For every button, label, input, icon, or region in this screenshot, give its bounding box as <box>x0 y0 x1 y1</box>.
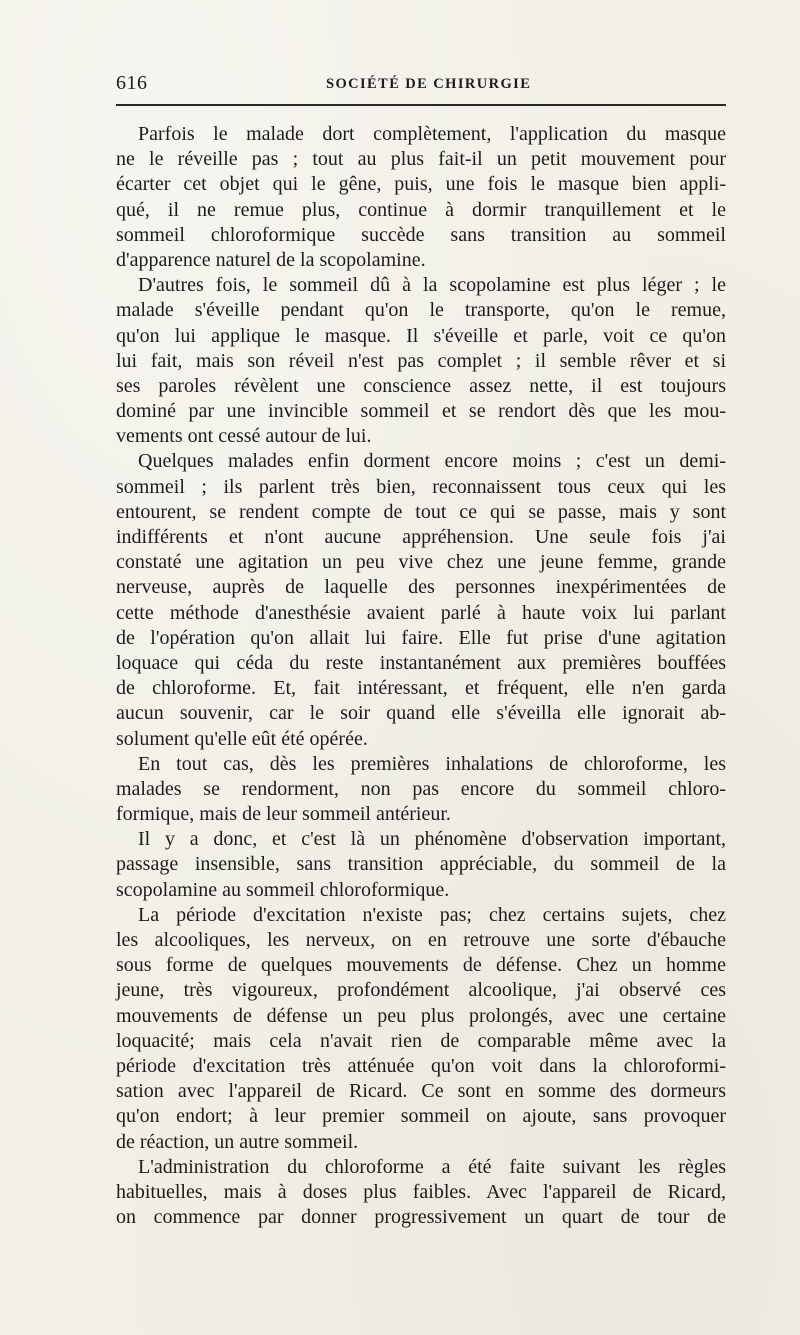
text-line: loquacité; mais cela n'avait rien de comparable même avec la <box>116 1029 726 1052</box>
text-line: on commence par donner progressivement un quart de tour de <box>116 1206 726 1229</box>
text-line: L'administration du chloroforme a été faite suivant les règles <box>138 1155 726 1178</box>
text-line: malade s'éveille pendant qu'on le transporte, qu'on le remue, <box>116 299 726 322</box>
text-line: La période d'excitation n'existe pas; chez certains sujets, chez <box>138 903 726 926</box>
paragraph-4 <box>116 752 726 828</box>
text-line: de l'opération qu'on allait lui faire. Elle fut prise d'une agitation <box>116 626 726 649</box>
text-line: constaté une agitation un peu vive chez une jeune femme, grande <box>116 551 726 574</box>
text-line: cette méthode d'anesthésie avaient parlé à haute voix lui parlant <box>116 601 726 624</box>
paragraph-1 <box>116 122 726 273</box>
text-line: sommeil chloroformique succède sans transition au sommeil <box>116 223 726 246</box>
paragraph-3 <box>116 449 726 751</box>
text-line: Quelques malades enfin dorment encore moins ; c'est un demi- <box>138 450 726 473</box>
text-line: sommeil ; ils parlent très bien, reconnaissent tous ceux qui les <box>116 475 726 498</box>
text-line: En tout cas, dès les premières inhalations de chloroforme, les <box>138 752 726 775</box>
text-line: indifférents et n'ont aucune appréhension. Une seule fois j'ai <box>116 526 726 548</box>
text-line: solument qu'elle eût été opérée. <box>116 727 368 750</box>
text-line: les alcooliques, les nerveux, on en retrouve une sorte d'ébauche <box>116 929 726 951</box>
paragraph-6 <box>116 903 726 1155</box>
text-line: sous forme de quelques mouvements de défense. Chez un homme <box>116 954 726 977</box>
running-title: SOCIÉTÉ DE CHIRURGIE <box>326 76 532 92</box>
text-line: sation avec l'appareil de Ricard. Ce sont en somme des dormeurs <box>116 1080 726 1103</box>
text-line: Il y a donc, et c'est là un phénomène d'observation important, <box>138 828 726 851</box>
text-line: de réaction, un autre sommeil. <box>116 1130 359 1153</box>
text-line: dominé par une invincible sommeil et se rendort dès que les mou- <box>116 400 726 423</box>
page-number: 616 <box>116 72 148 94</box>
text-line: vements ont cessé autour de lui. <box>116 425 372 448</box>
text-line: période d'excitation très atténuée qu'on voit dans la chloroformi- <box>116 1054 726 1077</box>
text-line: qu'on endort; à leur premier sommeil on ajoute, sans provoquer <box>116 1105 726 1128</box>
text-line: mouvements de défense un peu plus prolongés, avec une certaine <box>116 1004 726 1027</box>
text-line: qué, il ne remue plus, continue à dormir tranquillement et le <box>116 198 726 221</box>
text-line: scopolamine au sommeil chloroformique. <box>116 878 450 901</box>
text-line: jeune, très vigoureux, profondément alcoolique, j'ai observé ces <box>116 979 726 1002</box>
text-line: écarter cet objet qui le gêne, puis, une fois le masque bien appli- <box>116 173 726 196</box>
page-header <box>116 72 726 98</box>
text-line: Parfois le malade dort complètement, l'application du masque <box>138 123 726 145</box>
text-line: malades se rendorment, non pas encore du sommeil chloro- <box>116 777 726 800</box>
text-line: de chloroforme. Et, fait intéressant, et fréquent, elle n'en garda <box>116 677 726 700</box>
text-line: d'apparence naturel de la scopolamine. <box>116 248 426 271</box>
text-line: formique, mais de leur sommeil antérieur. <box>116 803 451 826</box>
text-line: nerveuse, auprès de laquelle des personnes inexpérimentées de <box>116 576 726 599</box>
text-line: entourent, se rendent compte de tout ce qui se passe, mais y sont <box>116 500 726 523</box>
text-line: D'autres fois, le sommeil dû à la scopolamine est plus léger ; le <box>138 274 726 297</box>
paragraph-2 <box>116 273 726 449</box>
paragraph-7 <box>116 1155 726 1231</box>
header-rule <box>116 104 726 106</box>
text-line: passage insensible, sans transition appréciable, du sommeil de la <box>116 853 726 876</box>
text-line: habituelles, mais à doses plus faibles. Avec l'appareil de Ricard, <box>116 1180 726 1203</box>
text-line: lui fait, mais son réveil n'est pas complet ; il semble rêver et si <box>116 349 726 372</box>
text-line: qu'on lui applique le masque. Il s'éveille et parle, voit ce qu'on <box>116 324 726 347</box>
text-line: loquace qui céda du reste instantanément aux premières bouffées <box>116 651 726 674</box>
body-text <box>116 122 726 1230</box>
paragraph-5 <box>116 827 726 903</box>
text-line: aucun souvenir, car le soir quand elle s'éveilla elle ignorait ab- <box>116 702 726 725</box>
text-line: ses paroles révèlent une conscience assez nette, il est toujours <box>116 374 726 397</box>
text-line: ne le réveille pas ; tout au plus fait-il un petit mouvement pour <box>116 148 726 171</box>
